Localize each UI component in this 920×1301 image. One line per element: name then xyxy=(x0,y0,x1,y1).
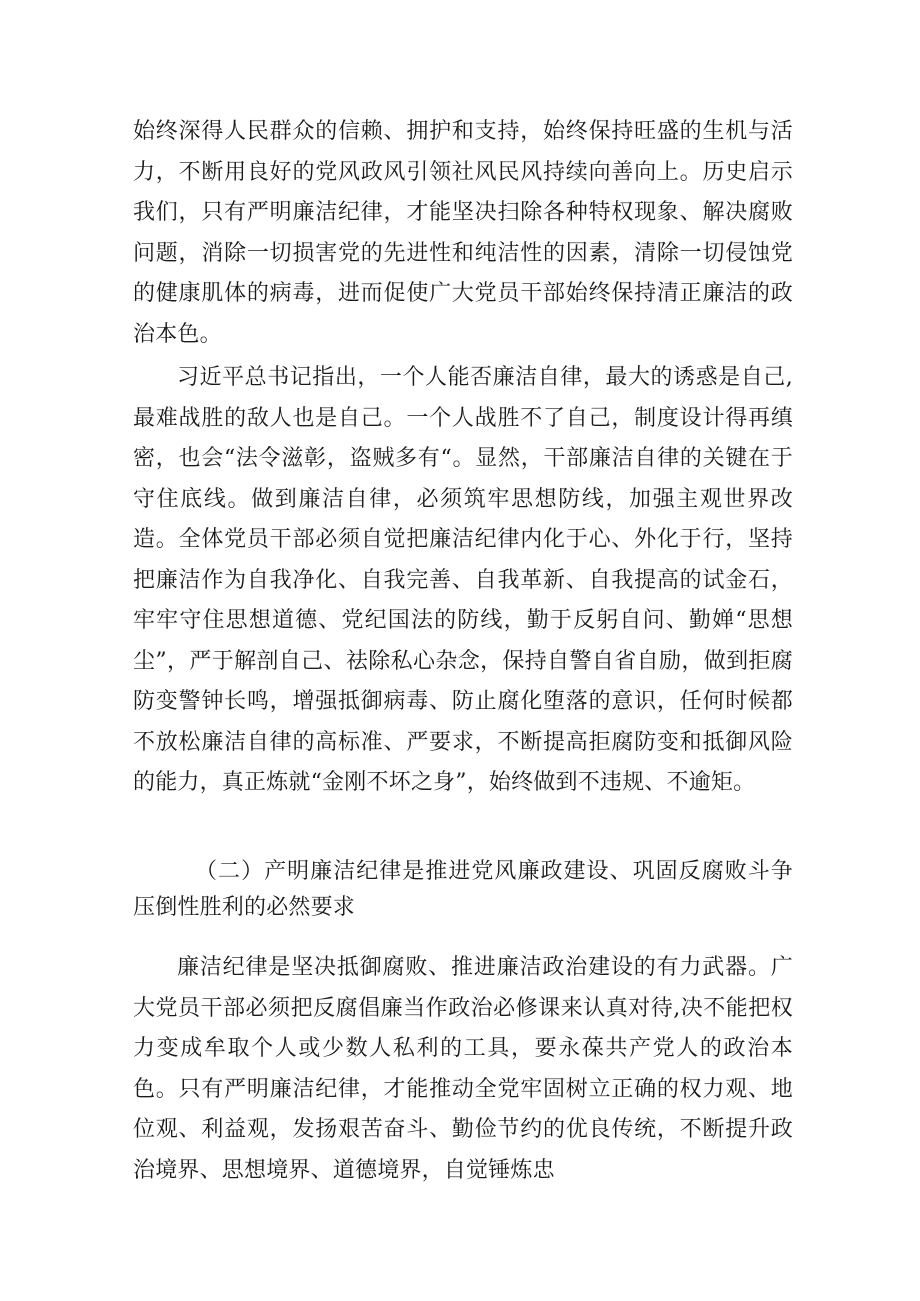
section-heading: （二）产明廉洁纪律是推进党风廉政建设、巩固反腐败斗争压倒性胜利的必然要求 xyxy=(133,859,793,920)
body-paragraph-2: 习近平总书记指出，一个人能否廉洁自律，最大的诱惑是自己,最难战胜的敌人也是自己。一个人战胜不了自己，制度设计得再缜密，也会“法令滋彰，盗贼多有“。显然，干部廉洁自律的关键在于守住底线。做到廉洁自律，必须筑牢思想防线，加强主观世界改造。全体党员干部必须自觉把廉洁纪律内化于心、外化于行，坚持把廉洁作为自我净化、自我完善、自我革新、自我提高的试金石，牢牢守住思想道德、党纪国法的防线，勤于反躬自问、勤婵“思想尘”，严于解剖自己、祛除私心杂念，保持自警自省自励，做到拒腐防变警钟长鸣，增强抵御病毒、防止腐化堕落的意识，任何时候都不放松廉洁自律的高标准、严要求，不断提高拒腐防变和抵御风险的能力，真正炼就“金刚不坏之身”，始终做到不违规、不逾矩。 xyxy=(133,365,793,795)
body-paragraph-1: 始终深得人民群众的信赖、拥护和支持，始终保持旺盛的生机与活力，不断用良好的党风政风引领社风民风持续向善向上。历史启示我们，只有严明廉洁纪律，才能坚决扫除各种特权现象、解决腐败问题，消除一切损害党的先进性和纯洁性的因素，清除一切侵蚀党的健康肌体的病毒，进而促使广大党员干部始终保持清正廉洁的政治本色。 xyxy=(133,119,793,347)
body-paragraph-3: 廉洁纪律是坚决抵御腐败、推进廉洁政治建设的有力武器。广大党员干部必须把反腐倡廉当作政治必修课来认真对待,决不能把权力变成牟取个人或少数人私利的工具，要永葆共产党人的政治本色。只有严明廉洁纪律，才能推动全党牢固树立正确的权力观、地位观、利益观，发扬艰苦奋斗、勤俭节约的优良传统，不断提升政治境界、思想境界、道德境界，自觉锤炼忠 xyxy=(133,955,793,1183)
